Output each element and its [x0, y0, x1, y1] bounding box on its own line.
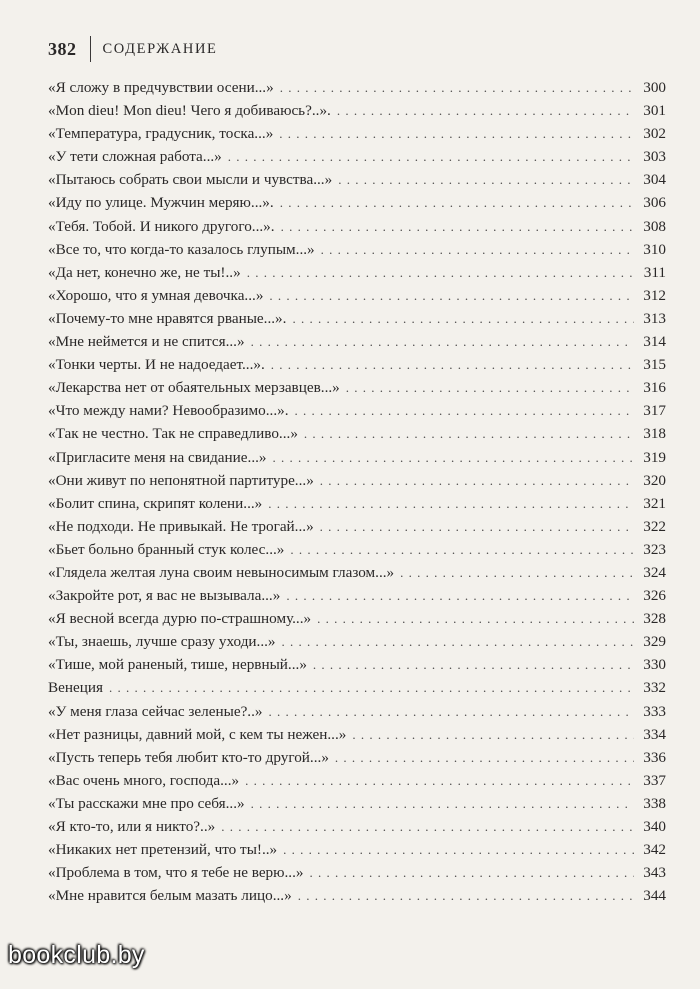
dot-leader	[279, 126, 634, 142]
dot-leader	[338, 172, 634, 188]
toc-entry	[48, 356, 666, 379]
toc-entry-title: «Mon dieu! Mon dieu! Чего я добиваюсь?..».	[48, 102, 331, 120]
toc-entry-page: 322	[643, 517, 666, 535]
toc-entry-page: 316	[643, 379, 666, 397]
toc-entry	[48, 287, 666, 310]
toc-entry-page: 326	[643, 587, 666, 605]
dot-leader	[295, 403, 634, 419]
toc-entry	[48, 656, 666, 679]
toc-entry-title: «Пусть теперь тебя любит кто-то другой...»	[48, 748, 329, 766]
toc-entry	[48, 148, 666, 171]
watermark: bookclub.by	[8, 941, 145, 969]
dot-leader	[251, 334, 634, 350]
toc-entry-title: «Мне нравится белым мазать лицо...»	[48, 887, 292, 905]
dot-leader	[280, 195, 634, 211]
toc-entry-title: «У меня глаза сейчас зеленые?..»	[48, 702, 263, 720]
toc-entry-title: «Да нет, конечно же, не ты!..»	[48, 263, 241, 281]
dot-leader	[273, 450, 634, 466]
toc-entry-title: «Тонки черты. И не надоедает...».	[48, 356, 265, 374]
toc-entry-page: 337	[643, 771, 666, 789]
toc-entry	[48, 541, 666, 564]
toc-entry-page: 310	[643, 240, 666, 258]
toc-entry	[48, 310, 666, 333]
toc-entry-page: 306	[643, 194, 666, 212]
toc-entry-page: 308	[643, 217, 666, 235]
table-of-contents	[48, 79, 666, 910]
dot-leader	[269, 288, 634, 304]
toc-entry-page: 301	[643, 102, 666, 120]
toc-entry-title: «Проблема в том, что я тебе не верю...»	[48, 864, 304, 882]
toc-entry-title: «Иду по улице. Мужчин меряю...».	[48, 194, 274, 212]
toc-entry	[48, 518, 666, 541]
toc-entry	[48, 818, 666, 841]
toc-entry-title: «Почему-то мне нравятся рваные...».	[48, 309, 287, 327]
toc-entry-title: «У тети сложная работа...»	[48, 148, 222, 166]
dot-leader	[337, 103, 634, 119]
toc-entry-page: 318	[643, 425, 666, 443]
dot-leader	[304, 426, 634, 442]
dot-leader	[247, 265, 634, 281]
toc-entry	[48, 102, 666, 125]
toc-entry-title: «Все то, что когда-то казалось глупым...»	[48, 240, 315, 258]
toc-entry	[48, 703, 666, 726]
toc-entry-title: «Лекарства нет от обаятельных мерзавцев...»	[48, 379, 340, 397]
toc-entry-page: 330	[643, 656, 666, 674]
toc-entry	[48, 379, 666, 402]
toc-entry-page: 311	[643, 263, 666, 281]
dot-leader	[317, 611, 634, 627]
toc-entry	[48, 679, 666, 702]
dot-leader	[282, 634, 634, 650]
toc-entry-page: 343	[643, 864, 666, 882]
toc-entry-title: «Не подходи. Не привыкай. Не трогай...»	[48, 517, 314, 535]
dot-leader	[352, 727, 634, 743]
toc-entry	[48, 749, 666, 772]
dot-leader	[228, 149, 634, 165]
dot-leader	[283, 842, 634, 858]
toc-entry-page: 313	[643, 309, 666, 327]
toc-entry-title: «Пытаюсь собрать свои мысли и чувства...»	[48, 171, 333, 189]
toc-entry-page: 315	[643, 356, 666, 374]
toc-entry-title: «Ты, знаешь, лучше сразу уходи...»	[48, 633, 276, 651]
toc-entry-title: «Они живут по непонятной партитуре...»	[48, 471, 314, 489]
dot-leader	[271, 357, 634, 373]
toc-entry-page: 319	[643, 448, 666, 466]
dot-leader	[251, 796, 634, 812]
dot-leader	[109, 680, 634, 696]
dot-leader	[400, 565, 634, 581]
toc-entry	[48, 472, 666, 495]
toc-entry	[48, 241, 666, 264]
toc-entry	[48, 864, 666, 887]
toc-entry-page: 323	[643, 540, 666, 558]
toc-entry	[48, 795, 666, 818]
toc-entry-page: 317	[643, 402, 666, 420]
toc-entry	[48, 264, 666, 287]
toc-entry-page: 314	[643, 333, 666, 351]
toc-entry	[48, 495, 666, 518]
toc-entry-page: 340	[643, 818, 666, 835]
dot-leader	[320, 473, 634, 489]
toc-entry-page: 312	[643, 286, 666, 304]
dot-leader	[281, 219, 634, 235]
toc-entry	[48, 171, 666, 194]
dot-leader	[321, 242, 634, 258]
toc-entry	[48, 587, 666, 610]
toc-entry	[48, 333, 666, 356]
toc-entry	[48, 772, 666, 795]
dot-leader	[221, 819, 634, 835]
toc-entry-page: 302	[643, 125, 666, 143]
toc-entry	[48, 633, 666, 656]
toc-entry-title: «Вас очень много, господа...»	[48, 771, 240, 789]
toc-entry	[48, 402, 666, 425]
dot-leader	[320, 519, 634, 535]
toc-entry-page: 304	[643, 171, 666, 189]
toc-entry	[48, 887, 666, 910]
toc-entry-title: «Что между нами? Невообразимо...».	[48, 402, 289, 420]
toc-entry-title: «Мне неймется и не спится...»	[48, 333, 245, 351]
toc-entry-page: 342	[643, 841, 666, 859]
dot-leader	[269, 704, 635, 720]
toc-entry	[48, 726, 666, 749]
toc-entry-title: «Ты расскажи мне про себя...»	[48, 794, 245, 812]
running-header	[48, 36, 218, 62]
toc-entry	[48, 564, 666, 587]
toc-entry	[48, 194, 666, 217]
toc-entry-title: «Хорошо, что я умная девочка...»	[48, 286, 264, 304]
toc-entry-page: 320	[643, 471, 666, 489]
toc-entry-page: 332	[643, 679, 666, 697]
toc-entry	[48, 125, 666, 148]
toc-entry-page: 328	[643, 610, 666, 628]
toc-entry-page: 334	[643, 725, 666, 743]
dot-leader	[346, 380, 634, 396]
toc-entry	[48, 449, 666, 472]
toc-entry	[48, 425, 666, 448]
toc-entry-title: «Тебя. Тобой. И никого другого...».	[48, 217, 275, 235]
toc-entry-title: «Так не честно. Так не справедливо...»	[48, 425, 298, 443]
toc-entry-title: «Тише, мой раненый, тише, нервный...»	[48, 656, 307, 674]
toc-entry-title: «Никаких нет претензий, что ты!..»	[48, 841, 278, 859]
toc-entry-title: «Я сложу в предчувствии осени...»	[48, 79, 274, 96]
toc-entry-page: 321	[643, 494, 666, 512]
section-title: СОДЕРЖАНИЕ	[102, 40, 218, 57]
toc-entry-title: «Глядела желтая луна своим невыносимым глазом...»	[48, 563, 395, 581]
dot-leader	[292, 311, 634, 327]
dot-leader	[290, 542, 634, 558]
toc-entry-title: «Нет разницы, давний мой, с кем ты нежен...»	[48, 725, 347, 743]
toc-entry-title: «Температура, градусник, тоска...»	[48, 125, 274, 143]
toc-entry	[48, 610, 666, 633]
toc-entry-page: 338	[643, 794, 666, 812]
toc-entry-page: 303	[643, 148, 666, 166]
dot-leader	[313, 657, 634, 673]
toc-entry-page: 324	[643, 563, 666, 581]
dot-leader	[280, 80, 634, 96]
dot-leader	[298, 888, 634, 904]
toc-entry-title: «Я кто-то, или я никто?..»	[48, 818, 216, 835]
dot-leader	[268, 496, 634, 512]
toc-entry-page: 333	[643, 702, 666, 720]
toc-entry-title: «Пригласите меня на свидание...»	[48, 448, 267, 466]
toc-entry-page: 329	[643, 633, 666, 651]
toc-entry-page: 336	[643, 748, 666, 766]
toc-entry-title: Венеция	[48, 679, 103, 697]
toc-entry-title: «Я весной всегда дурю по-страшному...»	[48, 610, 312, 628]
dot-leader	[309, 865, 634, 881]
toc-entry	[48, 218, 666, 241]
toc-entry	[48, 841, 666, 864]
toc-entry	[48, 79, 666, 102]
dot-leader	[245, 773, 634, 789]
dot-leader	[335, 750, 634, 766]
header-divider	[90, 36, 91, 62]
toc-entry-title: «Болит спина, скрипят колени...»	[48, 494, 263, 512]
toc-entry-page: 300	[643, 79, 666, 96]
dot-leader	[286, 588, 634, 604]
toc-entry-title: «Закройте рот, я вас не вызывала...»	[48, 587, 281, 605]
page-number: 382	[48, 38, 77, 59]
toc-entry-page: 344	[643, 887, 666, 905]
toc-entry-title: «Бьет больно бранный стук колес...»	[48, 540, 285, 558]
